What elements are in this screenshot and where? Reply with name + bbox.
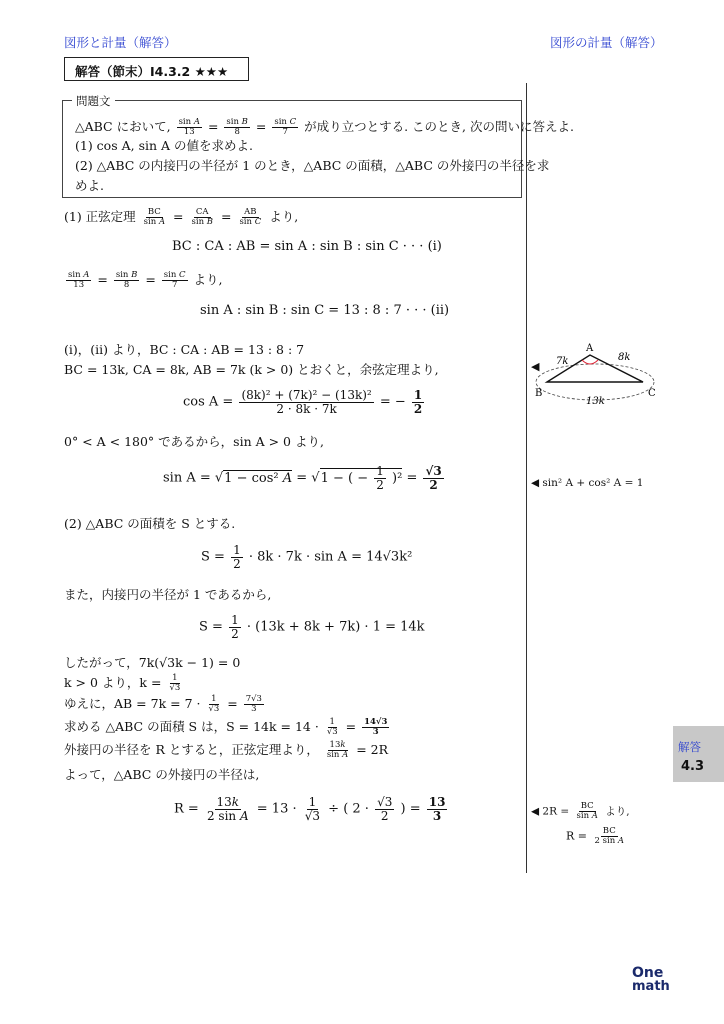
problem-label: 問題文 [72,93,115,109]
sol-line-9: k > 0 より，k = $\frac{1}{√3}$ [64,673,181,693]
page-title: 解答（節末）I4.3.2 ★★★ [75,64,229,79]
label-ab: 7k [556,356,569,367]
label-bc: 13k [586,396,605,407]
logo-line-2: math [632,979,670,994]
sol-line-7: また，内接円の半径が 1 であるから, [64,587,272,602]
problem-q2b: めよ. [75,178,104,193]
sol-line-8: したがって，7k(√3k − 1) = 0 [64,655,241,670]
margin-note-1: ◀ sin² A + cos² A = 1 [531,477,644,489]
sol-line-4: BC = 13k, CA = 8k, AB = 7k (k > 0) とおくと，余弦定理より, [64,362,439,377]
sol-line-13: よって，△ABC の外接円の半径は, [64,767,260,782]
problem-intro: △ABC において, $\frac{\text{sin A}}{13}$ = $\frac{\text{sin B}}{8}$ = $\frac{\text{sin C}}{7}$ が成り立つとする. このとき, 次の問いに答えよ. [75,117,574,137]
label-c: C [648,388,656,399]
triangle-figure [530,338,660,410]
logo-line-1: One [632,965,664,981]
sin-equation: sin A = √1 − cos² A = √1 − ( − $\frac{1}{2}$ )² = $\frac{√3}{2}$ [163,464,442,492]
equation-ii: sin A : sin B : sin C = 13 : 8 : 7 · · · (ii) [200,303,450,318]
margin-note-2: ◀ 2R = $\frac{BC}{\text{sin A}}$ より, [531,801,630,821]
chapter-tab [673,726,724,782]
margin-note-3: R = $\frac{BC}{\text{2 sin A}}$ [566,826,625,846]
label-b: B [535,388,543,399]
sol-line-12: 外接円の半径を R とすると，正弦定理より， $\frac{13k}{\text{sin A}}$ = 2R [64,740,389,760]
chapter-tab-label: 解答 [678,740,701,754]
angle-a-mark [582,360,598,364]
sol-line-6: (2) △ABC の面積を S とする. [64,516,236,531]
label-ac: 8k [618,352,631,363]
area-equation-2: S = $\frac{1}{2}$ · (13k + 8k + 7k) · 1 = 14k [199,613,425,641]
sol-line-1: (1) 正弦定理 $\frac{BC}{\text{sin A}}$ = $\frac{CA}{\text{sin B}}$ = $\frac{AB}{\text{sin C}}$ より, [64,207,299,227]
margin-divider [526,83,527,873]
onemath-logo [632,966,670,993]
header-right: 図形の計量（解答） [550,35,663,50]
chapter-tab-number: 4.3 [681,759,705,774]
cos-equation: cos A = $\frac{\text{(8k)² + (7k)² − (13k)²}}{2 \cdot 8k \cdot 7k}$ = − $\frac{1}{2}$ [183,388,423,416]
problem-q2a: (2) △ABC の内接円の半径が 1 のとき，△ABC の面積，△ABC の外接円の半径を求 [75,158,550,173]
sol-line-5: 0° < A < 180° であるから，sin A > 0 より, [64,434,324,449]
label-a: A [586,343,594,354]
sol-line-3: (i)，(ii) より，BC : CA : AB = 13 : 8 : 7 [64,342,305,357]
sol-line-2: $\frac{\text{sin A}}{13}$ = $\frac{\text{sin B}}{8}$ = $\frac{\text{sin C}}{7}$ より, [68,270,223,290]
title-box [64,57,249,81]
margin-arrow-1: ◀ [531,360,540,373]
problem-q1: (1) cos A, sin A の値を求めよ. [75,138,253,153]
equation-i: BC : CA : AB = sin A : sin B : sin C · · · (i) [172,239,442,254]
sol-line-11: 求める △ABC の面積 S は，S = 14k = 14 · $\frac{1}{√3}$ = $\frac{14√3}{3}$ [64,717,388,737]
circumradius-equation: R = $\frac{13k}{\text{2 sin A}}$ = 13 · $\frac{1}{√3}$ ÷ ( 2 · $\frac{√3}{2}$ ) = $\frac{13}{3}$ [174,795,446,823]
header-left: 図形と計量（解答） [64,35,177,50]
area-equation-1: S = $\frac{1}{2}$ · 8k · 7k · sin A = 14√3k² [201,543,413,571]
sol-line-10: ゆえに，AB = 7k = 7 · $\frac{1}{√3}$ = $\frac{7√3}{3}$ [64,694,262,714]
